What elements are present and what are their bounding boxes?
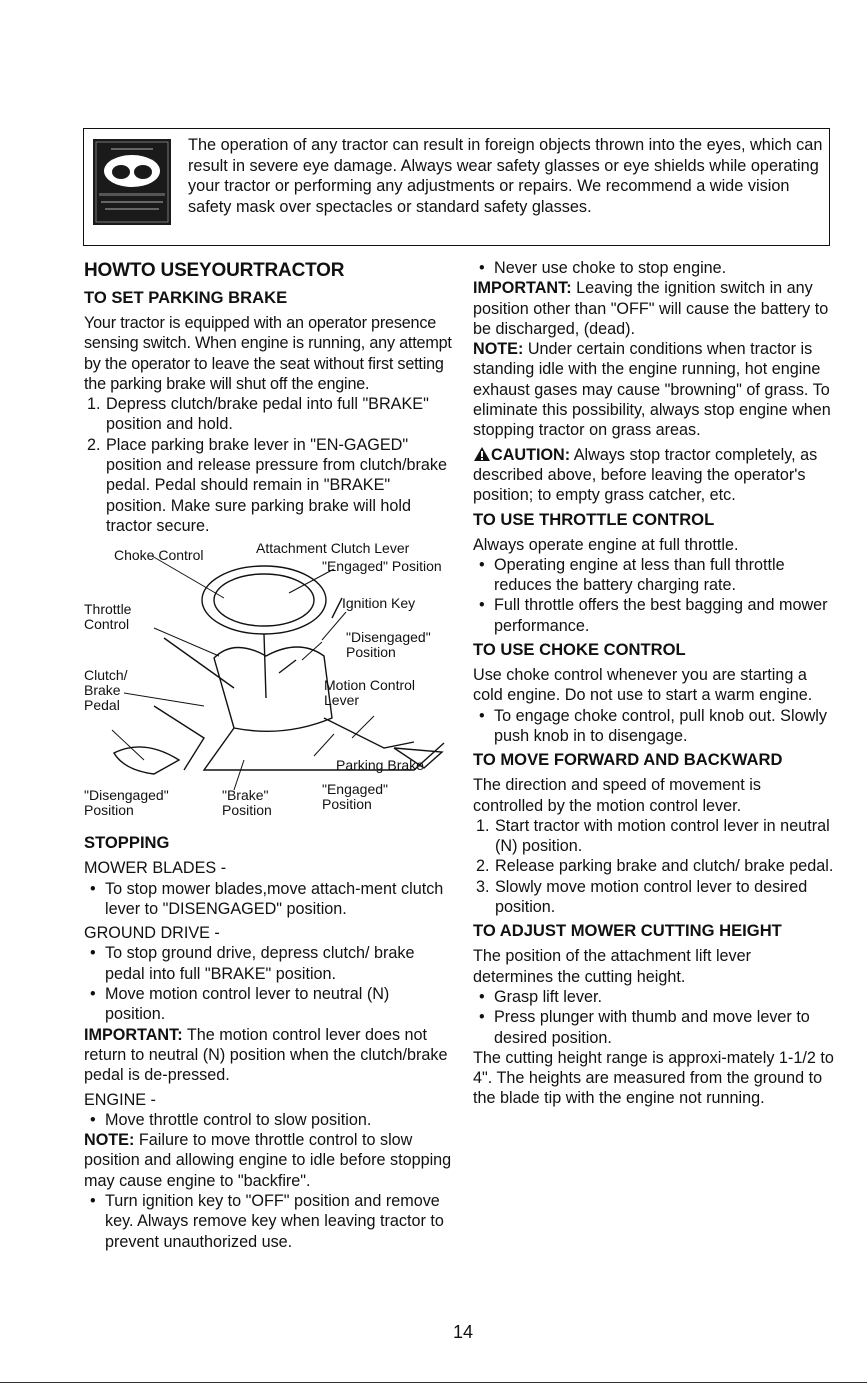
engine-bullet-1: • Move throttle control to slow position. bbox=[90, 1110, 372, 1129]
caution-icon bbox=[473, 446, 491, 462]
move-heading: TO MOVE FORWARD AND BACKWARD bbox=[473, 750, 783, 770]
height-bullet-2: • Press plunger with thumb and move lever to desired position. bbox=[479, 1008, 810, 1047]
section-title: HOWTO USEYOURTRACTOR bbox=[84, 260, 345, 281]
label-attachment-clutch-lever: Attachment Clutch Lever bbox=[256, 540, 410, 557]
throttle-heading: TO USE THROTTLE CONTROL bbox=[473, 509, 715, 529]
important-note-right: IMPORTANT: Leaving the ignition switch in any position other than "OFF" will cause the battery to be discharged, (dead). bbox=[473, 279, 829, 338]
move-step-3: 3. Slowly move motion control lever to desired position. bbox=[476, 877, 808, 917]
mower-blades-label: MOWER BLADES - bbox=[84, 859, 227, 878]
label-ignition-key: Ignition Key bbox=[342, 595, 416, 612]
ground-drive-label: GROUND DRIVE - bbox=[84, 924, 220, 943]
label-disengaged-position-bottom: "Disengaged" Position bbox=[84, 787, 169, 819]
move-step-1: 1. Start tractor with motion control lever in neutral (N) position. bbox=[476, 816, 830, 856]
throttle-bullet-1: • Operating engine at less than full throttle reduces the battery charging rate. bbox=[479, 555, 785, 595]
parking-brake-intro: Your tractor is equipped with an operator presence sensing switch. When engine is running, any attempt by the operator to leave the seat without first setting the parking brake will shut off the engine. bbox=[84, 314, 452, 393]
right-column bbox=[473, 258, 835, 1109]
parking-step-1: 1. Depress clutch/brake pedal into full "BRAKE" position and hold. bbox=[87, 395, 429, 434]
engine-bullet-2: • Turn ignition key to "OFF" position and remove key. Always remove key when leaving tractor to prevent unauthorized use. bbox=[90, 1192, 444, 1251]
safety-warning-box bbox=[83, 128, 830, 246]
parking-step-2: 2. Place parking brake lever in "EN-GAGED" position and release pressure from clutch/brake pedal. Pedal should remain in "BRAKE" position. Make sure parking brake will hold tractor secure. bbox=[87, 435, 448, 535]
choke-bullet: • To engage choke control, pull knob out. Slowly push knob in to disengage. bbox=[479, 706, 827, 745]
move-intro: The direction and speed of movement is controlled by the motion control lever. bbox=[473, 776, 761, 815]
throttle-bullet-2: • Full throttle offers the best bagging and mower performance. bbox=[479, 596, 828, 635]
label-disengaged-position-right: "Disengaged" Position bbox=[346, 629, 431, 661]
choke-warning-bullet: • Never use choke to stop engine. bbox=[479, 259, 727, 277]
label-brake-position: "Brake" Position bbox=[222, 787, 272, 819]
stopping-heading: STOPPING bbox=[84, 833, 170, 853]
label-clutch-brake-pedal: Clutch/ Brake Pedal bbox=[84, 667, 128, 714]
label-parking-brake: Parking Brake bbox=[336, 757, 424, 774]
caution-note: CAUTION: Always stop tractor completely, as described above, before leaving the operator's position; to empty grass catcher, etc. bbox=[473, 445, 818, 505]
ground-drive-bullet-1: • To stop ground drive, depress clutch/ brake pedal into full "BRAKE" position. bbox=[90, 944, 415, 983]
choke-heading: TO USE CHOKE CONTROL bbox=[473, 640, 686, 660]
note-right: NOTE: Under certain conditions when tractor is standing idle with the engine running, hot engine exhaust gases may cause "browning" of grass. To eliminate this possibility, always stop engine when stopping tractor on grass areas. bbox=[473, 340, 831, 440]
left-column bbox=[84, 258, 454, 1252]
mower-blades-bullet: • To stop mower blades,move attach-ment clutch lever to "DISENGAGED" position. bbox=[90, 879, 444, 918]
height-intro: The position of the attachment lift lever determines the cutting height. bbox=[473, 947, 752, 986]
parking-brake-heading: TO SET PARKING BRAKE bbox=[84, 288, 288, 307]
height-bullet-1: • Grasp lift lever. bbox=[479, 987, 602, 1006]
throttle-intro: Always operate engine at full throttle. bbox=[473, 535, 739, 554]
choke-intro: Use choke control whenever you are starting a cold engine. Do not use to start a warm engine. bbox=[473, 666, 813, 705]
safety-glasses-icon bbox=[93, 139, 171, 225]
label-motion-control-lever: Motion Control Lever bbox=[324, 677, 416, 709]
ground-drive-bullet-2: • Move motion control lever to neutral (N) position. bbox=[90, 985, 390, 1024]
height-outro: The cutting height range is approxi-mately 1-1/2 to 4". The heights are measured from the ground to the blade tip with the engine not running. bbox=[473, 1048, 834, 1108]
label-engaged-position-top: "Engaged" Position bbox=[322, 558, 442, 575]
note-left: NOTE: Failure to move throttle control to slow position and allowing engine to idle before stopping may cause engine to "backfire". bbox=[84, 1131, 452, 1190]
height-heading: TO ADJUST MOWER CUTTING HEIGHT bbox=[473, 921, 782, 941]
label-engaged-position-bottom: "Engaged" Position bbox=[322, 781, 388, 813]
label-choke-control: Choke Control bbox=[114, 547, 204, 564]
page-bottom-rule bbox=[0, 1382, 867, 1383]
move-step-2: 2. Release parking brake and clutch/ brake pedal. bbox=[476, 857, 834, 876]
important-note-left: IMPORTANT: The motion control lever does not return to neutral (N) position when the clutch/brake pedal is de-pressed. bbox=[84, 1025, 448, 1085]
label-throttle-control: Throttle Control bbox=[84, 601, 132, 633]
page-number: 14 bbox=[453, 1322, 474, 1342]
tractor-controls-figure bbox=[84, 538, 454, 828]
engine-label: ENGINE - bbox=[84, 1090, 156, 1109]
warning-text: The operation of any tractor can result in foreign objects thrown into the eyes, which can result in severe eye damage. Always wear safety glasses or eye shields while operating your tractor or performing any adjustments or repairs. We recommend a wide vision safety mask over spectacles or standard safety glasses. bbox=[188, 136, 823, 216]
